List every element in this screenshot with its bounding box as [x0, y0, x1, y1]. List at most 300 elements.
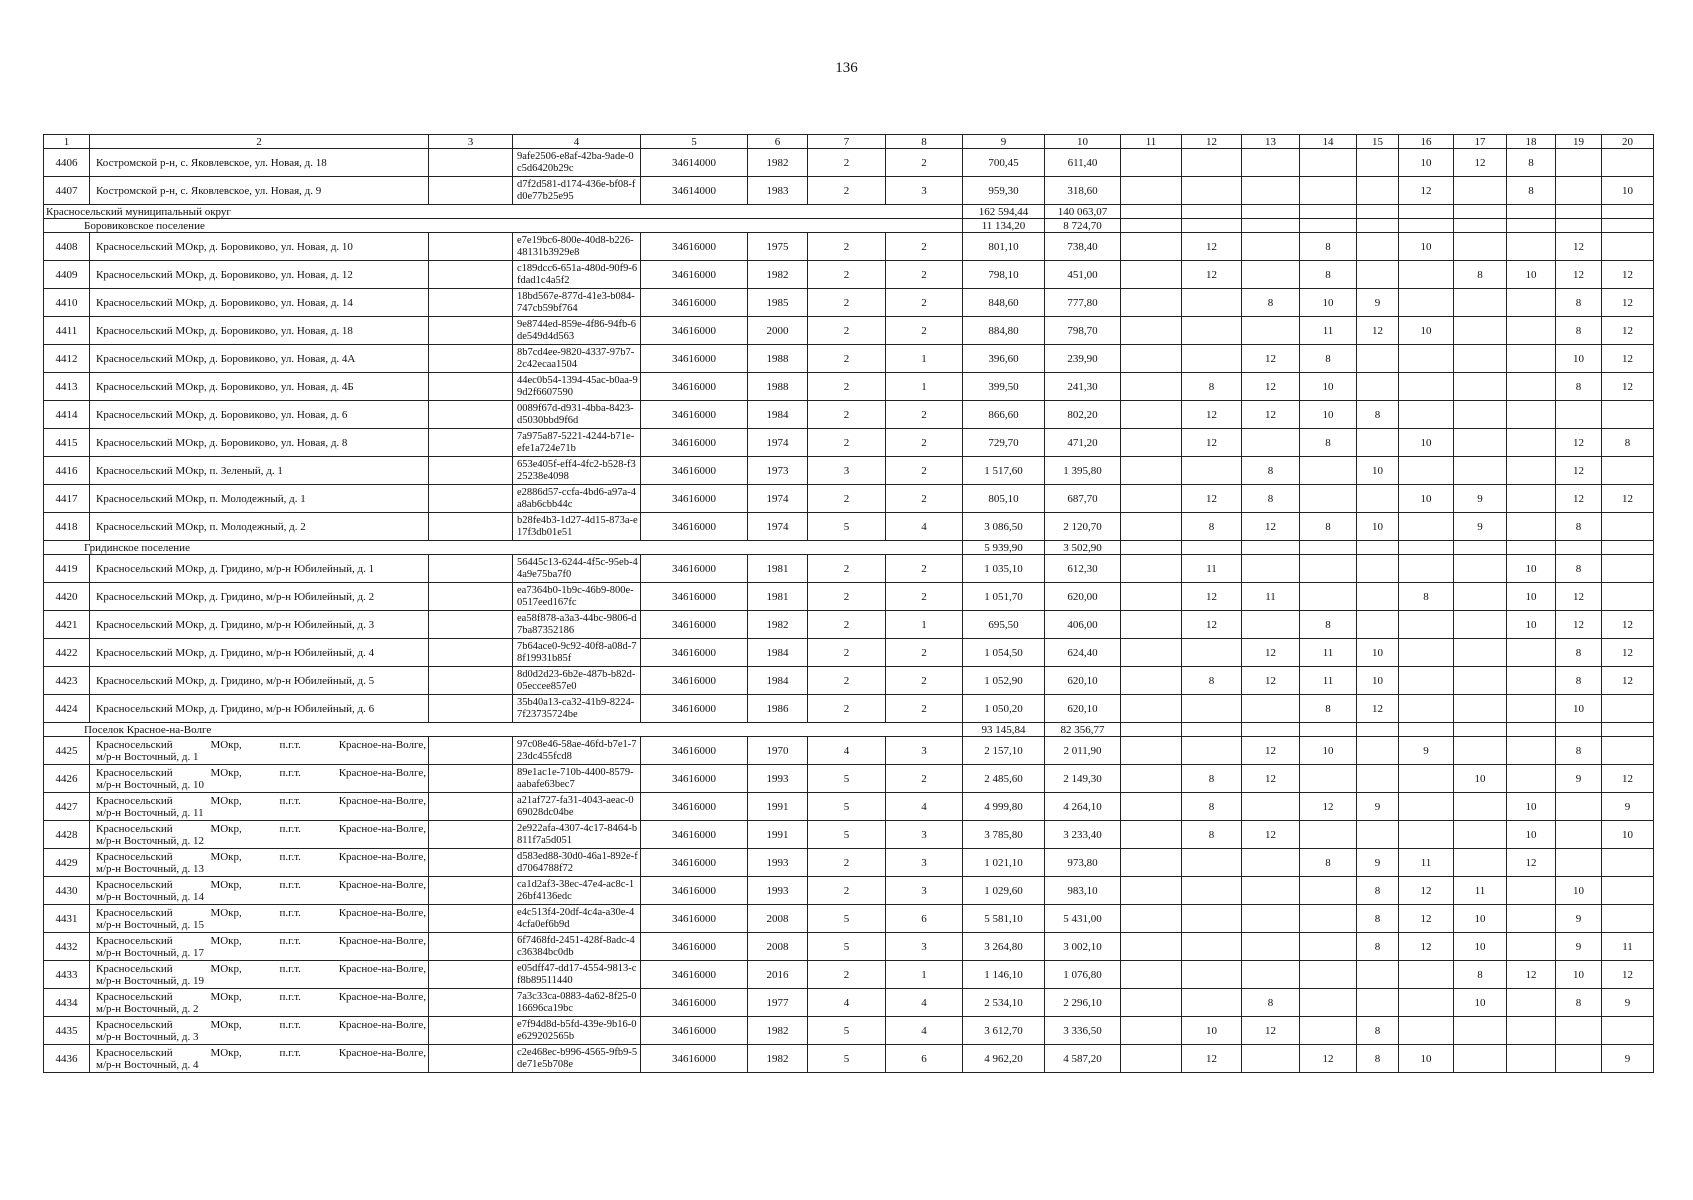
year-cell: 1988: [748, 345, 808, 373]
term-cell: 12: [1182, 1045, 1242, 1073]
term-cell: [1507, 457, 1556, 485]
column-header: 16: [1399, 135, 1454, 149]
term-cell: [1507, 1017, 1556, 1045]
term-cell: 10: [1556, 345, 1602, 373]
address-cell: Красносельский МОкр, п. Молодежный, д. 1: [90, 485, 429, 513]
living-area-cell: 318,60: [1045, 177, 1121, 205]
term-cell: [1182, 289, 1242, 317]
year-cell: 1975: [748, 233, 808, 261]
guid-cell: 7a975a87-5221-4244-b71e-efe1a724e71b: [513, 429, 641, 457]
column-header: 6: [748, 135, 808, 149]
term-cell: 10: [1507, 611, 1556, 639]
year-cell: 1991: [748, 793, 808, 821]
empty-cell: [1121, 583, 1182, 611]
guid-cell: e7e19bc6-800e-40d8-b226-48131b3929e8: [513, 233, 641, 261]
row-number: 4416: [44, 457, 90, 485]
term-cell: 11: [1182, 555, 1242, 583]
address-line-2: м/р-н Восточный, д. 19: [96, 974, 204, 987]
empty-cell: [429, 485, 513, 513]
empty-cell: [1121, 457, 1182, 485]
oktmo-cell: 34616000: [641, 933, 748, 961]
term-cell: [1602, 1017, 1654, 1045]
term-cell: 10: [1357, 513, 1399, 541]
row-number: 4412: [44, 345, 90, 373]
term-cell: [1507, 401, 1556, 429]
address-line-2: м/р-н Восточный, д. 12: [96, 834, 204, 847]
term-cell: 8: [1454, 961, 1507, 989]
term-cell: [1300, 933, 1357, 961]
term-cell: [1454, 1045, 1507, 1073]
term-cell: [1454, 233, 1507, 261]
guid-cell: d7f2d581-d174-436e-bf08-fd0e77b25e95: [513, 177, 641, 205]
guid-cell: 2e922afa-4307-4c17-8464-b811f7a5d051: [513, 821, 641, 849]
entrances-cell: 2: [886, 429, 963, 457]
address-cell: Красносельский МОкр, д. Боровиково, ул. Новая, д. 12: [90, 261, 429, 289]
term-cell: 12: [1242, 1017, 1300, 1045]
address-line-1: Красносельский МОкр, п.г.т. Красное-на-Волге,: [96, 822, 426, 835]
term-cell: [1357, 233, 1399, 261]
empty-cell: [1182, 205, 1242, 219]
term-cell: 12: [1399, 905, 1454, 933]
term-cell: [1182, 177, 1242, 205]
empty-cell: [429, 961, 513, 989]
section-title: Поселок Красное-на-Волге: [44, 723, 963, 737]
empty-cell: [1121, 261, 1182, 289]
term-cell: [1602, 233, 1654, 261]
address-cell: Красносельский МОкр, д. Гридино, м/р-н Юбилейный, д. 5: [90, 667, 429, 695]
term-cell: [1242, 1045, 1300, 1073]
term-cell: [1602, 401, 1654, 429]
term-cell: [1454, 639, 1507, 667]
living-area-cell: 2 149,30: [1045, 765, 1121, 793]
address-cell: [90, 1017, 429, 1045]
term-cell: 12: [1399, 877, 1454, 905]
term-cell: 11: [1242, 583, 1300, 611]
empty-cell: [1182, 219, 1242, 233]
area-cell: 729,70: [963, 429, 1045, 457]
address-line-1: Красносельский МОкр, п.г.т. Красное-на-Волге,: [96, 794, 426, 807]
area-cell: 3 086,50: [963, 513, 1045, 541]
entrances-cell: 1: [886, 345, 963, 373]
table-row: [44, 989, 1654, 1017]
empty-cell: [1121, 1017, 1182, 1045]
table-row: [44, 793, 1654, 821]
column-header: 14: [1300, 135, 1357, 149]
address-cell: Красносельский МОкр, д. Боровиково, ул. Новая, д. 4А: [90, 345, 429, 373]
floors-cell: 2: [808, 401, 886, 429]
column-header: 10: [1045, 135, 1121, 149]
year-cell: 1984: [748, 639, 808, 667]
empty-cell: [429, 667, 513, 695]
term-cell: 11: [1300, 667, 1357, 695]
term-cell: [1454, 457, 1507, 485]
term-cell: [1242, 961, 1300, 989]
year-cell: 1981: [748, 583, 808, 611]
address-line-1: Красносельский МОкр, п.г.т. Красное-на-Волге,: [96, 1046, 426, 1059]
guid-cell: e05dff47-dd17-4554-9813-cf8b89511440: [513, 961, 641, 989]
term-cell: [1454, 793, 1507, 821]
empty-cell: [1556, 219, 1602, 233]
entrances-cell: 2: [886, 233, 963, 261]
entrances-cell: 2: [886, 555, 963, 583]
term-cell: 10: [1556, 961, 1602, 989]
term-cell: [1507, 429, 1556, 457]
term-cell: [1399, 793, 1454, 821]
floors-cell: 2: [808, 611, 886, 639]
term-cell: [1182, 695, 1242, 723]
address-cell: [90, 849, 429, 877]
column-header: 5: [641, 135, 748, 149]
term-cell: [1556, 401, 1602, 429]
term-cell: 10: [1399, 429, 1454, 457]
empty-cell: [1121, 219, 1182, 233]
oktmo-cell: 34616000: [641, 611, 748, 639]
year-cell: 1982: [748, 149, 808, 177]
term-cell: [1242, 177, 1300, 205]
empty-cell: [1556, 541, 1602, 555]
column-header: 17: [1454, 135, 1507, 149]
empty-cell: [1242, 219, 1300, 233]
area-cell: 695,50: [963, 611, 1045, 639]
area-cell: 1 035,10: [963, 555, 1045, 583]
address-line-1: Красносельский МОкр, п.г.т. Красное-на-Волге,: [96, 962, 426, 975]
term-cell: 10: [1507, 821, 1556, 849]
living-area-cell: 1 076,80: [1045, 961, 1121, 989]
term-cell: 8: [1242, 485, 1300, 513]
term-cell: 12: [1602, 289, 1654, 317]
term-cell: [1182, 877, 1242, 905]
table-row: [44, 317, 1654, 345]
term-cell: [1242, 905, 1300, 933]
table-row: [44, 149, 1654, 177]
living-area-cell: 612,30: [1045, 555, 1121, 583]
term-cell: 12: [1242, 765, 1300, 793]
empty-cell: [429, 149, 513, 177]
term-cell: 12: [1242, 737, 1300, 765]
term-cell: [1242, 317, 1300, 345]
empty-cell: [1121, 961, 1182, 989]
empty-cell: [1121, 877, 1182, 905]
registry-table: [43, 134, 1654, 1073]
floors-cell: 5: [808, 513, 886, 541]
oktmo-cell: 34616000: [641, 233, 748, 261]
year-cell: 1988: [748, 373, 808, 401]
entrances-cell: 4: [886, 513, 963, 541]
living-area-cell: 3 336,50: [1045, 1017, 1121, 1045]
row-number: 4407: [44, 177, 90, 205]
column-header: 18: [1507, 135, 1556, 149]
living-area-cell: 973,80: [1045, 849, 1121, 877]
year-cell: 2000: [748, 317, 808, 345]
term-cell: 9: [1602, 1045, 1654, 1073]
empty-cell: [1121, 737, 1182, 765]
term-cell: 9: [1556, 933, 1602, 961]
term-cell: [1182, 457, 1242, 485]
table-row: [44, 667, 1654, 695]
empty-cell: [1454, 205, 1507, 219]
column-header: 12: [1182, 135, 1242, 149]
term-cell: [1507, 345, 1556, 373]
column-header: 1: [44, 135, 90, 149]
term-cell: [1507, 639, 1556, 667]
empty-cell: [1399, 205, 1454, 219]
year-cell: 2016: [748, 961, 808, 989]
term-cell: 10: [1507, 793, 1556, 821]
term-cell: [1507, 933, 1556, 961]
empty-cell: [429, 289, 513, 317]
empty-cell: [429, 429, 513, 457]
term-cell: 8: [1399, 583, 1454, 611]
term-cell: [1300, 177, 1357, 205]
entrances-cell: 6: [886, 905, 963, 933]
term-cell: 12: [1556, 429, 1602, 457]
floors-cell: 2: [808, 345, 886, 373]
guid-cell: b28fe4b3-1d27-4d15-873a-e17f3db01e51: [513, 513, 641, 541]
term-cell: 12: [1399, 933, 1454, 961]
empty-cell: [429, 555, 513, 583]
empty-cell: [1242, 541, 1300, 555]
entrances-cell: 2: [886, 667, 963, 695]
oktmo-cell: 34614000: [641, 149, 748, 177]
term-cell: 8: [1454, 261, 1507, 289]
term-cell: [1507, 695, 1556, 723]
year-cell: 1984: [748, 667, 808, 695]
term-cell: [1242, 695, 1300, 723]
address-line-2: м/р-н Восточный, д. 10: [96, 778, 204, 791]
oktmo-cell: 34616000: [641, 1045, 748, 1073]
floors-cell: 2: [808, 849, 886, 877]
area-cell: 4 999,80: [963, 793, 1045, 821]
empty-cell: [1121, 485, 1182, 513]
floors-cell: 2: [808, 667, 886, 695]
area-cell: 1 517,60: [963, 457, 1045, 485]
living-area-cell: 620,10: [1045, 695, 1121, 723]
row-number: 4409: [44, 261, 90, 289]
term-cell: [1399, 261, 1454, 289]
oktmo-cell: 34616000: [641, 457, 748, 485]
address-line-2: м/р-н Восточный, д. 13: [96, 862, 204, 875]
term-cell: 10: [1399, 1045, 1454, 1073]
term-cell: 12: [1507, 961, 1556, 989]
term-cell: [1357, 149, 1399, 177]
term-cell: 9: [1556, 905, 1602, 933]
year-cell: 2008: [748, 905, 808, 933]
entrances-cell: 3: [886, 849, 963, 877]
living-area-cell: 406,00: [1045, 611, 1121, 639]
term-cell: [1454, 401, 1507, 429]
term-cell: 12: [1556, 233, 1602, 261]
table-row: [44, 1045, 1654, 1073]
term-cell: 10: [1602, 177, 1654, 205]
term-cell: 12: [1602, 317, 1654, 345]
year-cell: 2008: [748, 933, 808, 961]
term-cell: 8: [1357, 1045, 1399, 1073]
term-cell: 8: [1182, 821, 1242, 849]
oktmo-cell: 34616000: [641, 639, 748, 667]
table-row: [44, 513, 1654, 541]
term-cell: [1300, 583, 1357, 611]
living-area-cell: 620,10: [1045, 667, 1121, 695]
term-cell: 12: [1242, 513, 1300, 541]
oktmo-cell: 34616000: [641, 261, 748, 289]
term-cell: 10: [1300, 401, 1357, 429]
row-number: 4418: [44, 513, 90, 541]
term-cell: [1357, 765, 1399, 793]
address-line-2: м/р-н Восточный, д. 17: [96, 946, 204, 959]
term-cell: [1507, 289, 1556, 317]
address-line-2: м/р-н Восточный, д. 4: [96, 1058, 199, 1071]
address-cell: Красносельский МОкр, д. Боровиково, ул. Новая, д. 18: [90, 317, 429, 345]
guid-cell: e7f94d8d-b5fd-439e-9b16-0e629202565b: [513, 1017, 641, 1045]
empty-cell: [1399, 219, 1454, 233]
guid-cell: c189dcc6-651a-480d-90f9-6fdad1c4a5f2: [513, 261, 641, 289]
guid-cell: e2886d57-ccfa-4bd6-a97a-4a8ab6cbb44c: [513, 485, 641, 513]
term-cell: [1399, 639, 1454, 667]
row-number: 4423: [44, 667, 90, 695]
row-number: 4408: [44, 233, 90, 261]
floors-cell: 2: [808, 429, 886, 457]
table-row: [44, 457, 1654, 485]
oktmo-cell: 34616000: [641, 513, 748, 541]
empty-cell: [1121, 695, 1182, 723]
oktmo-cell: 34616000: [641, 485, 748, 513]
year-cell: 1982: [748, 1017, 808, 1045]
guid-cell: 35b40a13-ca32-41b9-8224-7f23735724be: [513, 695, 641, 723]
year-cell: 1974: [748, 485, 808, 513]
area-cell: 1 054,50: [963, 639, 1045, 667]
year-cell: 1981: [748, 555, 808, 583]
term-cell: 9: [1357, 849, 1399, 877]
entrances-cell: 4: [886, 1017, 963, 1045]
entrances-cell: 2: [886, 289, 963, 317]
floors-cell: 2: [808, 261, 886, 289]
address-cell: Красносельский МОкр, д. Боровиково, ул. Новая, д. 6: [90, 401, 429, 429]
term-cell: 9: [1454, 485, 1507, 513]
term-cell: 10: [1507, 555, 1556, 583]
term-cell: [1242, 261, 1300, 289]
term-cell: 12: [1242, 667, 1300, 695]
entrances-cell: 2: [886, 695, 963, 723]
term-cell: [1454, 611, 1507, 639]
term-cell: [1602, 695, 1654, 723]
empty-cell: [429, 513, 513, 541]
living-area-cell: 241,30: [1045, 373, 1121, 401]
term-cell: 11: [1399, 849, 1454, 877]
term-cell: 8: [1556, 989, 1602, 1017]
term-cell: [1602, 555, 1654, 583]
entrances-cell: 3: [886, 737, 963, 765]
living-area-cell: 5 431,00: [1045, 905, 1121, 933]
address-cell: Красносельский МОкр, д. Гридино, м/р-н Юбилейный, д. 3: [90, 611, 429, 639]
living-area-cell: 738,40: [1045, 233, 1121, 261]
area-cell: 1 052,90: [963, 667, 1045, 695]
term-cell: [1357, 989, 1399, 1017]
entrances-cell: 1: [886, 961, 963, 989]
empty-cell: [1300, 723, 1357, 737]
term-cell: 12: [1602, 611, 1654, 639]
living-area-cell: 239,90: [1045, 345, 1121, 373]
oktmo-cell: 34616000: [641, 583, 748, 611]
term-cell: [1399, 961, 1454, 989]
oktmo-cell: 34616000: [641, 793, 748, 821]
empty-cell: [1357, 541, 1399, 555]
table-row: [44, 933, 1654, 961]
empty-cell: [1121, 373, 1182, 401]
floors-cell: 5: [808, 821, 886, 849]
address-line-1: Красносельский МОкр, п.г.т. Красное-на-Волге,: [96, 738, 426, 751]
empty-cell: [1602, 541, 1654, 555]
column-header: 7: [808, 135, 886, 149]
term-cell: 8: [1556, 737, 1602, 765]
empty-cell: [1121, 541, 1182, 555]
term-cell: [1182, 933, 1242, 961]
living-area-cell: 1 395,80: [1045, 457, 1121, 485]
empty-cell: [1182, 541, 1242, 555]
year-cell: 1993: [748, 877, 808, 905]
column-header: 19: [1556, 135, 1602, 149]
row-number: 4436: [44, 1045, 90, 1073]
term-cell: [1399, 457, 1454, 485]
empty-cell: [1399, 723, 1454, 737]
term-cell: 10: [1300, 289, 1357, 317]
term-cell: 11: [1454, 877, 1507, 905]
term-cell: 11: [1602, 933, 1654, 961]
empty-cell: [1121, 821, 1182, 849]
term-cell: 8: [1300, 611, 1357, 639]
address-line-2: м/р-н Восточный, д. 3: [96, 1030, 199, 1043]
entrances-cell: 3: [886, 933, 963, 961]
empty-cell: [1300, 205, 1357, 219]
empty-cell: [1454, 541, 1507, 555]
entrances-cell: 2: [886, 639, 963, 667]
oktmo-cell: 34616000: [641, 429, 748, 457]
term-cell: 8: [1182, 667, 1242, 695]
empty-cell: [1121, 1045, 1182, 1073]
table-row: [44, 639, 1654, 667]
guid-cell: c2e468ec-b996-4565-9fb9-5de71e5b708e: [513, 1045, 641, 1073]
term-cell: 12: [1454, 149, 1507, 177]
term-cell: 12: [1182, 429, 1242, 457]
section-total-living: 140 063,07: [1045, 205, 1121, 219]
empty-cell: [429, 737, 513, 765]
term-cell: 12: [1399, 177, 1454, 205]
guid-cell: 7a3c33ca-0883-4a62-8f25-016696ca19bc: [513, 989, 641, 1017]
table-row: [44, 821, 1654, 849]
term-cell: 8: [1182, 793, 1242, 821]
guid-cell: 9afe2506-e8af-42ba-9ade-0c5d6420b29c: [513, 149, 641, 177]
entrances-cell: 2: [886, 765, 963, 793]
floors-cell: 3: [808, 457, 886, 485]
term-cell: 12: [1357, 317, 1399, 345]
empty-cell: [1399, 541, 1454, 555]
living-area-cell: 3 233,40: [1045, 821, 1121, 849]
term-cell: [1182, 849, 1242, 877]
term-cell: 12: [1242, 373, 1300, 401]
address-line-2: м/р-н Восточный, д. 15: [96, 918, 204, 931]
column-header: 15: [1357, 135, 1399, 149]
term-cell: 12: [1556, 261, 1602, 289]
term-cell: 10: [1357, 457, 1399, 485]
table-row: [44, 905, 1654, 933]
term-cell: 9: [1399, 737, 1454, 765]
oktmo-cell: 34616000: [641, 317, 748, 345]
living-area-cell: 471,20: [1045, 429, 1121, 457]
living-area-cell: 777,80: [1045, 289, 1121, 317]
column-header: 8: [886, 135, 963, 149]
term-cell: [1454, 177, 1507, 205]
empty-cell: [429, 821, 513, 849]
term-cell: 12: [1182, 261, 1242, 289]
